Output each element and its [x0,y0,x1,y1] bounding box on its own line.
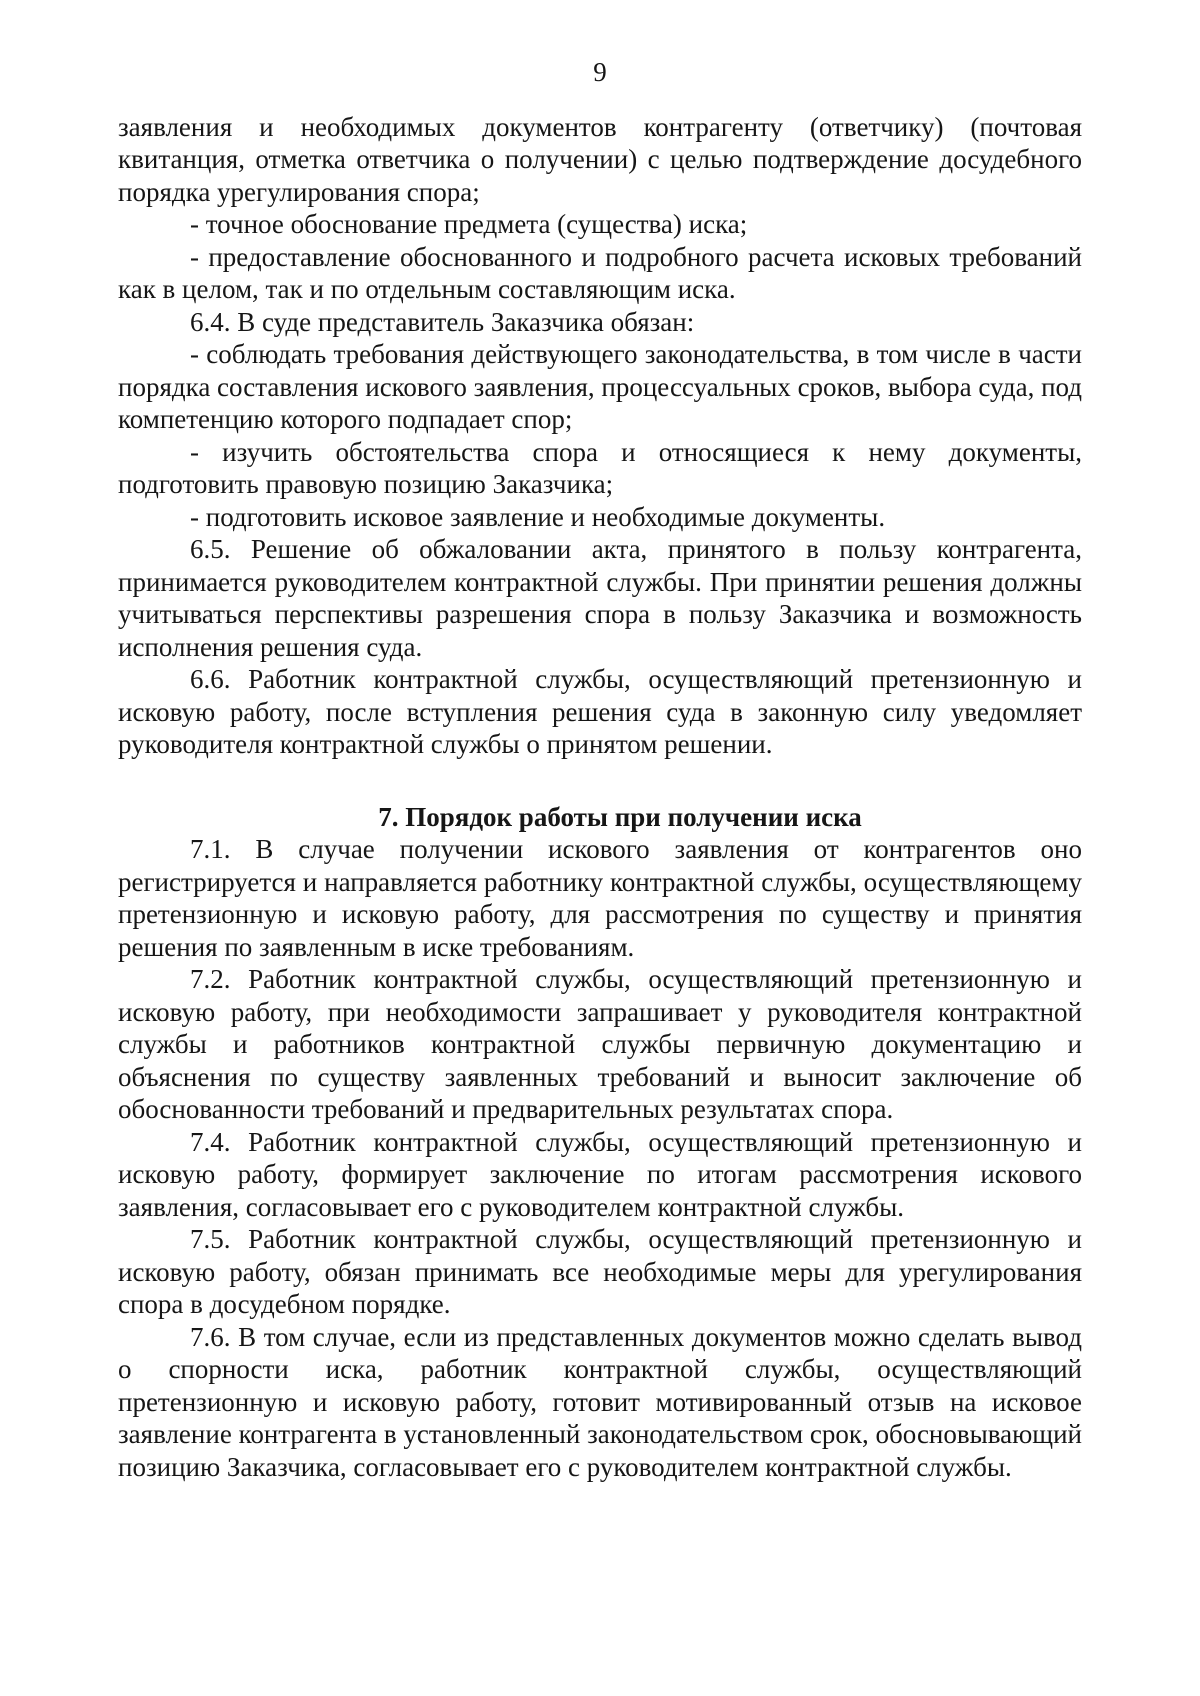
paragraph: - предоставление обоснованного и подробного расчета исковых требований как в целом, так и по отдельным составляющим иска. [118,241,1082,304]
page-number: 9 [593,57,607,87]
paragraph: 7.2. Работник контрактной службы, осуществляющий претензионную и исковую работу, при необходимости запрашивает у руководителя контрактной службы и работников контрактной службы первичную документацию и объяснения по существу заявленных требований и выносит заключение об обоснованности требований и предварительных результатах спора. [118,964,1082,1124]
paragraph: 6.5. Решение об обжаловании акта, принятого в пользу контрагента, принимается руководителем контрактной службы. При принятии решения должны учитываться перспективы разрешения спора в пользу Заказчика и возможность исполнения решения суда. [118,534,1082,662]
paragraph: 7.6. В том случае, если из представленных документов можно сделать вывод о спорности иска, работник контрактной службы, осуществляющий претензионную и исковую работу, готовит мотивированный отзыв на исковое заявление контрагента в установленный законодательством срок, обосновывающий позицию Заказчика, согласовывает его с руководителем контрактной службы. [118,1321,1082,1482]
paragraph: 6.6. Работник контрактной службы, осуществляющий претензионную и исковую работу, после вступления решения суда в законную силу уведомляет руководителя контрактной службы о принятом решении. [118,664,1082,759]
section-heading: 7. Порядок работы при получении иска [378,801,862,832]
paragraph: заявления и необходимых документов контрагенту (ответчику) (почтовая квитанция, отметка ответчика о получении) с целью подтверждение досудебного порядка урегулирования спора; [118,111,1082,207]
section-6-body [118,111,1082,761]
paragraph: 6.4. В суде представитель Заказчика обязан: [190,306,695,337]
section-spacer [118,761,1082,801]
section-7-body [118,833,1082,1483]
paragraph: 7.1. В случае получении искового заявления от контрагентов оно регистрируется и направляется работнику контрактной службы, осуществляющему претензионную и исковую работу, для рассмотрения по существу и принятия решения по заявленным в иске требованиям. [118,834,1082,962]
paragraph: - подготовить исковое заявление и необходимые документы. [190,501,886,532]
paragraph: 7.5. Работник контрактной службы, осуществляющий претензионную и исковую работу, обязан принимать все необходимые меры для урегулирования спора в досудебном порядке. [118,1224,1082,1319]
paragraph: - соблюдать требования действующего законодательства, в том числе в части порядка составления искового заявления, процессуальных сроков, выбора суда, под компетенцию которого подпадает спор; [118,339,1082,434]
paragraph: - изучить обстоятельства спора и относящиеся к нему документы, подготовить правовую позицию Заказчика; [118,436,1082,499]
paragraph: 7.4. Работник контрактной службы, осуществляющий претензионную и исковую работу, формирует заключение по итогам рассмотрения искового заявления, согласовывает его с руководителем контрактной службы. [118,1126,1082,1222]
paragraph: - точное обоснование предмета (существа) иска; [190,209,748,239]
